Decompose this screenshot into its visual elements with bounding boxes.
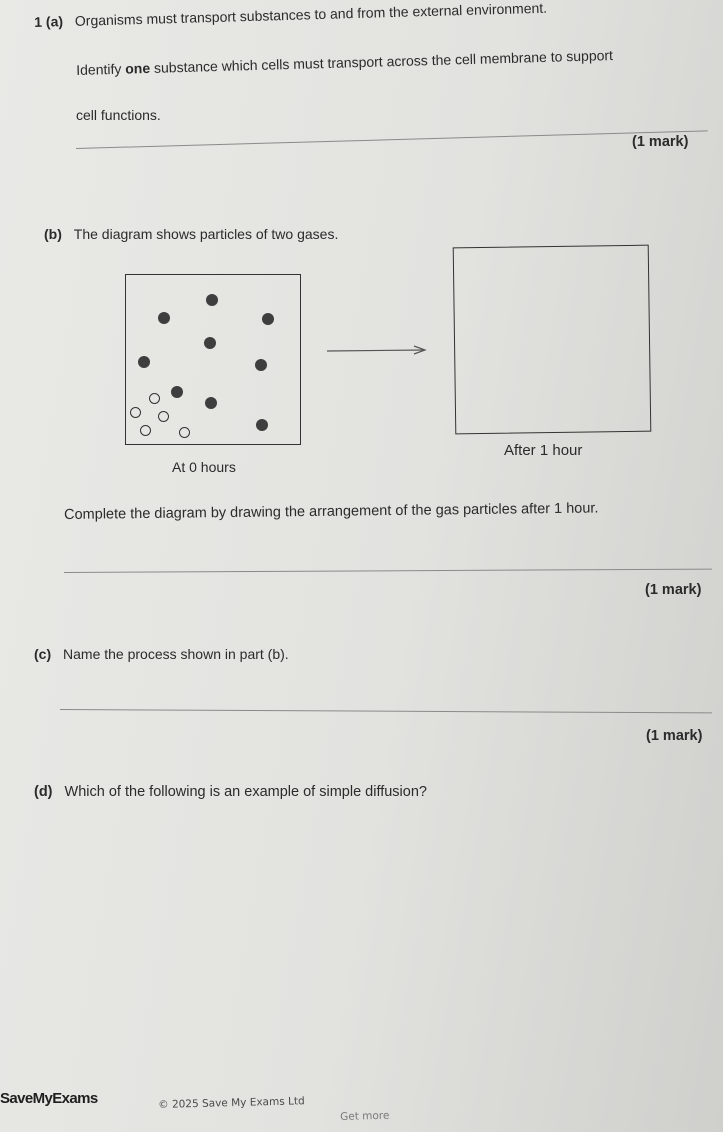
question-1a-identify (76, 47, 613, 79)
part-label: (c) (34, 646, 52, 662)
gas-particle-open (140, 425, 151, 436)
diagram-box-final[interactable] (453, 245, 652, 435)
diagram-caption-initial: At 0 hours (172, 459, 236, 475)
get-more-link[interactable]: Get more (340, 1109, 390, 1123)
brand-logo: SaveMyExams (0, 1090, 98, 1107)
gas-particle-filled (255, 359, 267, 371)
answer-line[interactable] (60, 709, 712, 713)
gas-particle-open (149, 393, 160, 404)
copyright-text: © 2025 Save My Exams Ltd (158, 1095, 305, 1111)
question-1b-header (44, 226, 338, 243)
question-1b-instruction: Complete the diagram by drawing the arrangement of the gas particles after 1 hour. (64, 500, 599, 523)
gas-particle-filled (205, 397, 217, 409)
answer-line[interactable] (76, 130, 708, 149)
question-text: Which of the following is an example of simple diffusion? (64, 784, 427, 800)
gas-particle-filled (256, 419, 268, 431)
diagram-box-initial (125, 274, 301, 445)
part-label: (b) (44, 226, 62, 242)
answer-line[interactable] (64, 569, 712, 573)
question-1d-header (34, 784, 427, 801)
question-text: Identify (76, 60, 126, 78)
question-number: 1 (a) (34, 13, 64, 30)
part-label: (d) (34, 784, 53, 800)
gas-particle-open (158, 411, 169, 422)
question-text: Organisms must transport substances to and from the external environment. (74, 0, 548, 29)
gas-particle-filled (171, 386, 183, 398)
arrow-right-icon (326, 343, 430, 357)
gas-particle-filled (138, 356, 150, 368)
question-text: substance which cells must transport across the cell membrane to support (149, 47, 614, 76)
gas-particle-filled (158, 312, 170, 324)
mark-allocation: (1 mark) (632, 134, 689, 150)
diagram-caption-final: After 1 hour (504, 442, 583, 459)
mark-allocation: (1 mark) (645, 582, 702, 598)
question-text: The diagram shows particles of two gases. (73, 226, 339, 242)
gas-particle-open (130, 407, 141, 418)
gas-particle-filled (204, 337, 216, 349)
emphasis-word: one (125, 59, 151, 77)
gas-particle-open (179, 427, 190, 438)
question-text: Name the process shown in part (b). (63, 646, 289, 662)
question-1a-intro (34, 0, 547, 31)
question-1a-line2: cell functions. (76, 107, 161, 123)
mark-allocation: (1 mark) (646, 728, 703, 744)
gas-particle-filled (262, 313, 274, 325)
gas-particle-filled (206, 294, 218, 306)
question-1c-header (34, 646, 289, 663)
